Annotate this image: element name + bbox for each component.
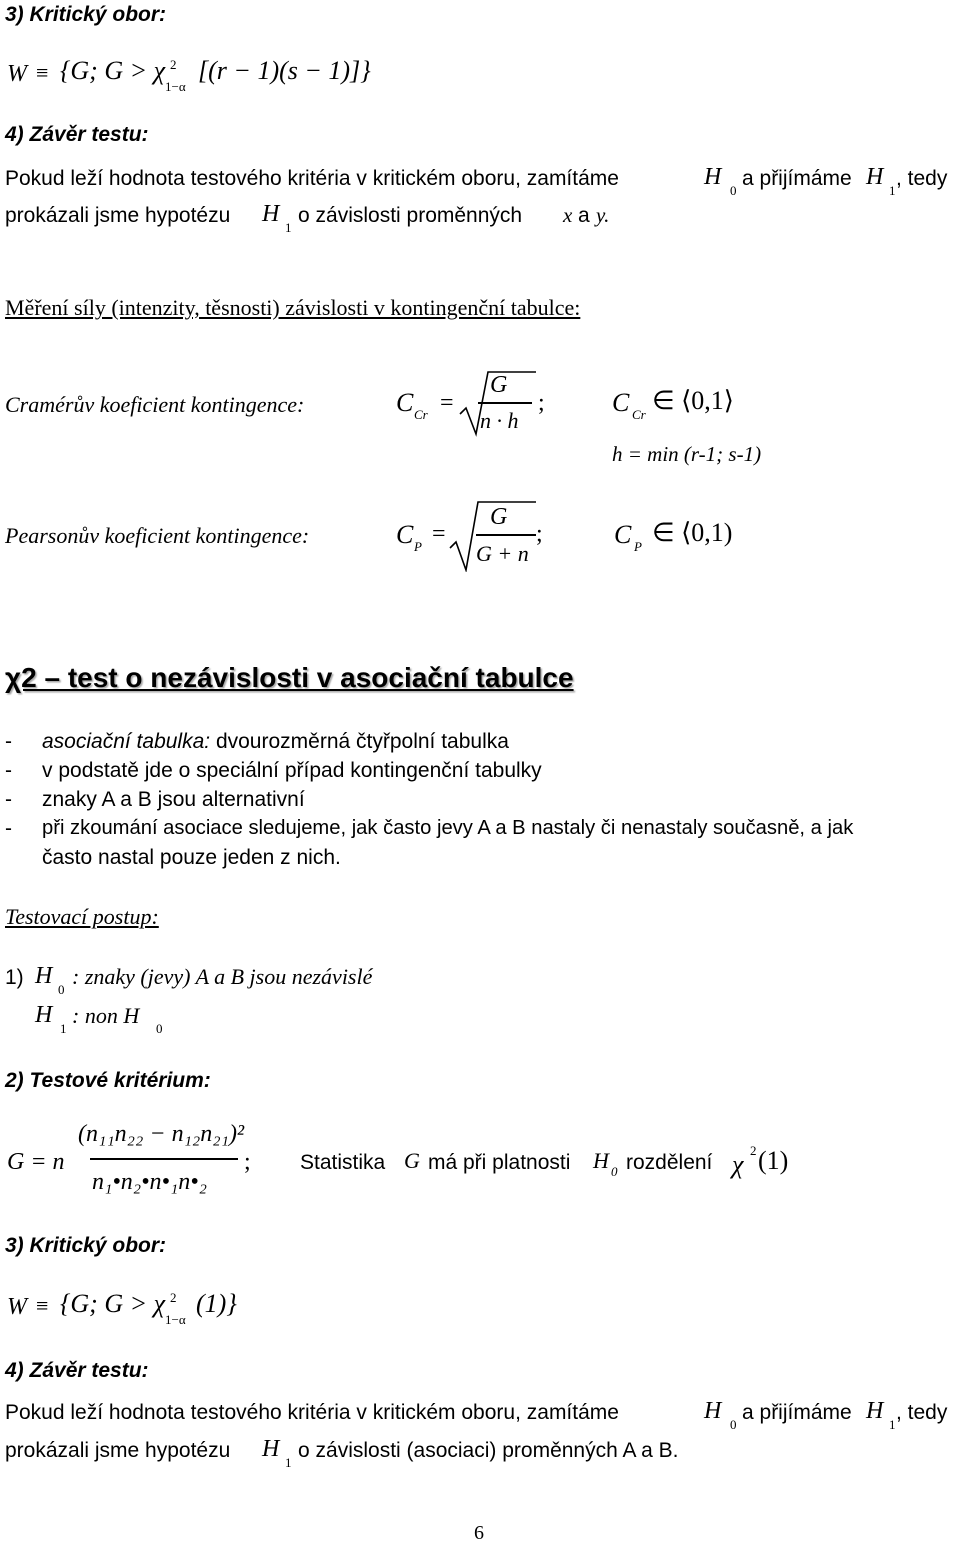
page-number: 6 [474,1522,484,1544]
symbol-W: W [7,61,27,87]
step1-number: 1) [5,966,24,989]
conclusion-bottom-line1a: Pokud leží hodnota testového kritéria v kritickém oboru, zamítáme [5,1401,619,1424]
bullet-text: dvourozměrná čtyřpolní tabulka [210,730,509,753]
conclusion-text-a: Pokud leží hodnota testového kritéria v kritickém oboru, zamítáme [5,167,619,190]
bullet-dash: - [5,730,12,753]
conclusion-bottom-line2b: o závislosti (asociaci) proměnných A a B. [298,1439,679,1462]
symbol-equiv: ≡ [36,60,49,85]
H0-sub: 0 [730,183,737,198]
list-item [5,818,12,839]
list-item-text: znaky A a B jsou alternativní [42,788,305,811]
cramer-semicolon: ; [538,390,545,416]
h1-text-sub: 0 [156,1021,163,1036]
var-x: x [563,203,573,227]
cramer-range: ∈ ⟨0,1⟩ [652,386,734,415]
cramer-C-sub: Cr [414,407,428,422]
list-item-continuation: často nastal pouze jeden z nich. [42,846,341,869]
list-item [5,760,12,781]
pearson-range: ∈ ⟨0,1) [652,518,733,547]
cramer-eq: = [440,390,454,416]
conclusion-top-line2b: o závislosti proměnných [298,204,523,227]
H1-symbol: H [866,164,884,190]
chi-sup: 2 [170,1290,177,1305]
h0-text: : znaky (jevy) A a B jsou nezávislé [72,964,373,989]
set-args: (1)} [196,1289,237,1318]
H1-sub-bottom-2: 1 [285,1455,292,1470]
h1-subscript: 1 [60,1021,67,1036]
H0-symbol-bottom: H [704,1398,722,1424]
h-definition: h = min (r-1; s-1) [612,442,762,466]
H1-symbol-2: H [262,201,280,227]
statistic-text-a: Statistika [300,1151,386,1174]
conclusion-bottom-line1c: , tedy [896,1401,948,1424]
chi-sup: 2 [170,57,177,72]
pearson-range-C-sub: P [634,539,642,554]
formula-semicolon: ; [244,1149,251,1175]
conclusion-text-c: , tedy [896,167,948,190]
list-item-text: při zkoumání asociace sledujeme, jak často jevy A a B nastaly či nenastaly současně, a jak [42,817,854,839]
pearson-label: Pearsonův koeficient kontingence: [5,523,310,548]
bullet-dash: - [5,788,12,811]
cramer-num: G [490,372,508,398]
H0-symbol: H [704,164,722,190]
statistic-chi-sup: 2 [750,1143,757,1158]
chi-sub: 1−α [165,79,186,94]
procedure-heading: Testovací postup: [5,904,159,929]
heading-conclusion-top: 4) Závěr testu: [5,123,149,146]
bullet-dash: - [5,817,12,840]
statistic-chi: χ [732,1150,744,1179]
set-open: {G; G > χ [60,1289,166,1318]
formula-fraction-bar [90,1158,238,1160]
conclusion-bottom-line1b: a přijímáme [742,1401,852,1424]
cramer-C: C [396,388,414,417]
cramer-range-C: C [612,388,630,417]
chi-sub: 1−α [165,1312,186,1327]
H1-symbol-bottom: H [866,1398,884,1424]
pearson-eq: = [432,521,446,547]
cramer-den: n · h [480,408,519,433]
heading-critical-region-top: 3) Kritický obor: [5,3,167,26]
word-and: a [578,204,590,227]
step3-heading: 3) Kritický obor: [5,1234,167,1257]
chi-section-title: χ2 – test o nezávislosti v asociační tabulce [5,662,574,693]
pearson-C: C [396,520,414,549]
H0-sub-bottom: 0 [730,1417,737,1432]
statistic-text-b: má při platnosti [428,1151,571,1174]
pearson-den: G + n [476,541,529,566]
conclusion-text-b: a přijímáme [742,167,852,190]
symbol-W: W [7,1294,27,1320]
conclusion-top-line2a: prokázali jsme hypotézu [5,204,231,227]
pearson-C-sub: P [414,539,422,554]
statistic-H0-sub: 0 [611,1164,618,1179]
pearson-semicolon: ; [536,521,543,547]
measure-heading: Měření síly (intenzity, těsnosti) závislosti v kontingenční tabulce: [5,295,581,320]
set-args: [(r − 1)(s − 1)]} [198,56,371,85]
h1-symbol: H [35,1002,53,1028]
step4-heading: 4) Závěr testu: [5,1359,149,1382]
pearson-fraction-bar [476,534,536,536]
H1-symbol-bottom-2: H [262,1436,280,1462]
cramer-label: Cramérův koeficient kontingence: [5,392,305,417]
list-item [5,789,12,810]
conclusion-bottom-line2a: prokázali jsme hypotézu [5,1439,231,1462]
pearson-num: G [490,504,508,530]
statistic-chi-arg: (1) [758,1146,789,1175]
conclusion-top-line1 [5,168,619,189]
set-open: {G; G > χ [60,56,166,85]
step2-heading: 2) Testové kritérium: [5,1069,211,1092]
list-item-text: v podstatě jde o speciální případ kontingenční tabulky [42,759,542,782]
list-item [5,731,12,752]
statistic-text-c: rozdělení [626,1151,713,1174]
pearson-range-C: C [614,520,632,549]
statistic-H0: H [593,1148,609,1173]
bullet-dash: - [5,759,12,782]
cramer-range-C-sub: Cr [632,407,646,422]
list-item-text [42,731,509,752]
H1-sub-bottom: 1 [889,1417,896,1432]
formula-denominator: n₁•n₂•n•₁n•₂ [92,1169,207,1195]
formula-numerator: (n₁₁n₂₂ − n₁₂n₂₁)² [78,1121,245,1147]
h0-subscript: 0 [58,982,65,997]
H1-sub: 1 [889,183,896,198]
h1-text: : non H [72,1003,140,1028]
statistic-G: G [404,1148,420,1173]
H1-sub-2: 1 [285,220,292,235]
var-y: y. [596,203,610,227]
cramer-fraction-bar [478,402,532,404]
symbol-equiv: ≡ [36,1293,49,1318]
h0-symbol: H [35,963,53,989]
formula-lhs: G = n [7,1149,65,1175]
bullet-italic-term: asociační tabulka: [42,730,211,753]
